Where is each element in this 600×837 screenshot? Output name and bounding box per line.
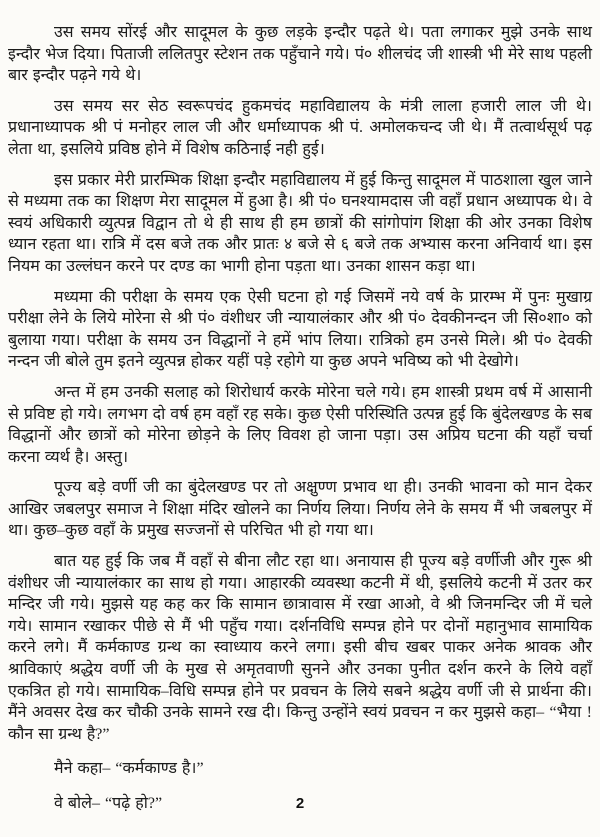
paragraph: बात यह हुई कि जब मैं वहाँ से बीना लौट रहा था। अनायास ही पूज्य बड़े वर्णीजी और गुरू श्री वंशीधर जी न्यायालंकार का साथ हो गया। आहारकी व्यवस्था कटनी में थी, इसलिये कटनी में उतर कर मन्दिर जी गये। मुझसे यह कह कर कि सामान छात्रावास में रखा आओ, वे श्री जिनमन्दिर जी में चले गये। सामान रखाकर पीछे से मैं भी पहुँच गया। दर्शनविधि सम्पन्न होने पर दोनों महानुभाव सामायिक करने लगे। मैं कर्मकाण्ड ग्रन्थ का स्वाध्याय करने लगा। इसी बीच खबर पाकर अनेक श्रावक और श्राविकाएं श्रद्धेय वर्णी जी के मुख से अमृतवाणी सुनने और उनका पुनीत दर्शन करने के लिये वहाँ एकत्रित हो गये। सामायिक–विधि सम्पन्न होने पर प्रवचन के लिये सबने श्रद्धेय वर्णी जी से प्रार्थना की। मैंने अवसर देख कर चौकी उनके सामने रख दी। किन्तु उन्होंने स्वयं प्रवचन न कर मुझसे कहा– “भैया ! कौन सा ग्रन्थ है?”: [8, 553, 592, 743]
dialogue-line: वे बोले– “पढ़े हो?”: [54, 795, 163, 812]
paragraph: इस प्रकार मेरी प्रारम्भिक शिक्षा इन्दौर महाविद्यालय में हुई किन्तु सादूमल में पाठशाला खुल जाने से मध्यमा तक का शिक्षण मेरा सादूमल में हुआ है। श्री पं० घनश्यामदास जी वहाँ प्रधान अध्यापक थे। वे स्वयं अधिकारी व्युत्पन्न विद्वान तो थे ही साथ ही हम छात्रों की सांगोपांग शिक्षा की ओर उनका विशेष ध्यान रहता था। रात्रि में दस बजे तक और प्रातः ४ बजे से ६ बजे तक अभ्यास करना अनिवार्य था। इस नियम का उल्लंघन करने पर दण्ड का भागी होना पड़ता था। उनका शासन कड़ा था।: [8, 171, 592, 275]
paragraph: पूज्य बड़े वर्णी जी का बुंदेलखण्ड पर तो अक्षुण्ण प्रभाव था ही। उनकी भावना को मान देकर आखिर जबलपुर समाज ने शिक्षा मंदिर खोलने का निर्णय लिया। निर्णय लेने के समय मैं भी जबलपुर में था। कुछ–कुछ वहाँ के प्रमुख सज्जनों से परिचित भी हो गया था।: [8, 479, 592, 540]
dialogue-line: मैने कहा– “कर्मकाण्ड है।”: [54, 760, 204, 778]
paragraph: उस समय सोंरई और सादूमल के कुछ लड़के इन्दौर पढ़ते थे। पता लगाकर मुझे उनके साथ इन्दौर भेज दिया। पिताजी ललितपुर स्टेशन तक पहुँचाने गये। पं० शीलचंद जी शास्त्री भी मेरे साथ पहली बार इन्दौर पढ़ने गये थे।: [8, 24, 592, 85]
page-number: 2: [295, 795, 305, 813]
page-body: [8, 22, 592, 815]
paragraph: मध्यमा की परीक्षा के समय एक ऐसी घटना हो गई जिसमें नये वर्ष के प्रारम्भ में पुनः मुखाग्र परीक्षा लेने के लिये मोरेना से श्री पं० वंशीधर जी न्यायालंकार और श्री पं० देवकीनन्दन जी सि०शा० को बुलाया गया। परीक्षा के समय उन विद्धानों ने हमें भांप लिया। रात्रिको हम उनसे मिले। श्री पं० देवकी नन्दन जी बोले तुम इतने व्युत्पन्न होकर यहीं पड़े रहोगे या कुछ अपने भविष्य को भी देखोगे।: [8, 288, 592, 371]
paragraph: अन्त में हम उनकी सलाह को शिरोधार्य करके मोरेना चले गये। हम शास्त्री प्रथम वर्ष में आसानी से प्रविष्ट हो गये। लगभग दो वर्ष हम वहाँ रह सके। कुछ ऐसी परिस्थिति उत्पन्न हुई कि बुंदेलखण्ड के सब विद्धानों और छात्रों को मोरेना छोड़ने के लिए विवश हो जाना पड़ा। उस अप्रिय घटना की यहाँ चर्चा करना व्यर्थ है। अस्तु।: [8, 383, 592, 466]
paragraph: उस समय सर सेठ स्वरूपचंद हुकमचंद महाविद्यालय के मंत्री लाला हजारी लाल जी थे। प्रधानाध्यापक श्री पं मनोहर लाल जी और धर्माध्यापक श्री पं. अमोलकचन्द जी थे। मैं तत्वार्थसूर्थ पढ़ लेता था, इसलिये प्रविष्ठ होने में विशेष कठिनाई नही हुई।: [8, 97, 592, 158]
